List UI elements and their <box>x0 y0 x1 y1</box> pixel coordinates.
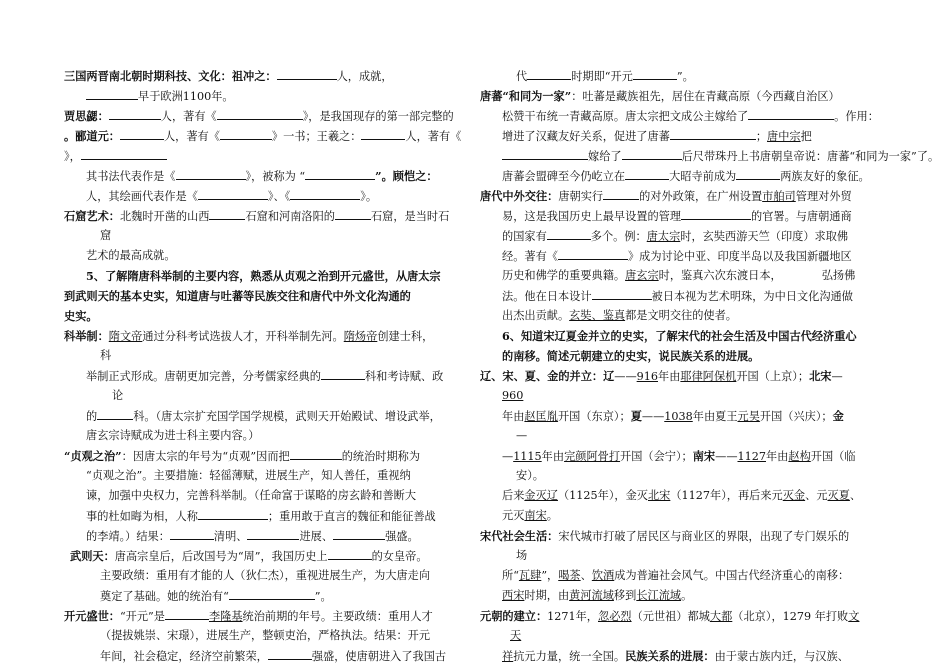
text-run: 到武则天的基本史实，知道唐与吐蕃等民族交往和唐代中外文化沟通的 <box>64 289 411 303</box>
section-heading-5 <box>64 266 466 286</box>
text-run: 松赞干布统一青藏高原。唐太宗把文成公主嫁给了 <box>502 110 749 123</box>
text-run: — <box>502 450 514 463</box>
text-run: —— <box>614 370 637 383</box>
text-run: 由于蒙古族内迁，与汉族、 <box>714 650 849 663</box>
text-line <box>480 166 886 186</box>
fill-blank[interactable] <box>170 526 214 540</box>
text-run: 5、了解隋唐科举制的主要内容，熟悉从贞观之治到开元盛世，从唐太宗 <box>86 269 441 283</box>
underlined-term: 瓦肆 <box>518 569 542 582</box>
underlined-term: 元昊 <box>737 410 760 423</box>
term-jia-sixie: 贾思勰： <box>64 109 109 123</box>
underlined-term: 赵匡胤 <box>524 410 558 423</box>
text-run: 北魏时开凿的山西 <box>119 210 210 223</box>
fill-blank[interactable] <box>97 406 133 420</box>
text-run: 开国（会宁）； <box>620 450 693 463</box>
underlined-term: 南宋 <box>524 509 547 522</box>
text-line <box>64 366 466 386</box>
text-run: ：因唐太宗的年号为“贞观”因而把 <box>121 450 290 463</box>
text-line <box>480 126 886 146</box>
underlined-term: 1127 <box>737 450 766 463</box>
text-line <box>480 486 886 506</box>
underlined-term: 耶律阿保机 <box>680 370 737 383</box>
fill-blank[interactable] <box>217 106 303 120</box>
text-line <box>480 186 886 206</box>
text-line <box>64 186 466 206</box>
text-run: 法。他在日本设计 <box>502 290 592 303</box>
text-run: 年由夏王 <box>692 410 738 423</box>
text-run: 石窟，是当时石 <box>370 210 450 223</box>
term-wu-zetian: 武则天： <box>70 549 115 563</box>
text-run: （1125年），金灭 <box>557 489 648 502</box>
text-line <box>480 226 886 246</box>
text-run: 年由 <box>541 450 565 463</box>
text-line <box>64 446 466 466</box>
fill-blank[interactable] <box>592 286 652 300</box>
text-run: 年间，社会稳定，经济空前繁荣， <box>100 650 268 663</box>
text-line <box>64 406 466 426</box>
text-line <box>480 566 886 586</box>
text-run: 进展、 <box>299 530 334 543</box>
text-line <box>480 266 886 286</box>
underlined-term: 黄河流域 <box>569 589 614 602</box>
text-run: 弘扬佛 <box>821 269 856 282</box>
underlined-term: 天 <box>510 629 522 642</box>
text-run: 史实。 <box>64 309 98 323</box>
text-run: — <box>516 429 528 442</box>
text-run: 》，被称为 “ <box>245 170 306 183</box>
text-run: 的统治时期称为 <box>341 450 421 463</box>
text-line <box>64 606 466 626</box>
fill-blank[interactable] <box>361 126 405 140</box>
text-run: —— <box>641 410 665 423</box>
text-run: 元灭 <box>502 509 525 522</box>
text-run: 。 <box>546 509 558 522</box>
underlined-term: 隋文帝 <box>108 330 143 343</box>
text-run: 》，是我国现存的第一部完整的 <box>302 110 454 123</box>
term-yuan-founding: 元朝的建立： <box>480 609 548 623</box>
underlined-term: 灭金 <box>782 489 806 502</box>
text-line <box>480 146 940 166</box>
text-run: 谏，加强中央权力，完善科举制。（任命富于谋略的房玄龄和善断大 <box>86 489 417 502</box>
fill-blank[interactable] <box>290 186 360 200</box>
underlined-term: 忽必烈 <box>598 610 632 623</box>
section-heading-5-cont <box>64 286 466 306</box>
text-run: 主要政绩：重用有才能的人（狄仁杰），重视进展生产，为大唐走向 <box>100 569 431 582</box>
section-heading-6 <box>480 326 886 346</box>
text-run: 年由 <box>502 410 525 423</box>
text-run: 科。（唐太宗扩充国学国学规模，武则天开始殿试、增设武举， <box>133 410 441 423</box>
fill-blank[interactable] <box>198 506 268 520</box>
text-line <box>64 146 466 166</box>
text-line <box>480 646 886 666</box>
fill-blank[interactable] <box>736 166 780 180</box>
text-line <box>64 526 466 546</box>
term-keju: 科举制： <box>64 329 109 343</box>
text-run: ”， <box>541 569 559 582</box>
fill-blank[interactable] <box>120 126 164 140</box>
fill-blank[interactable] <box>321 366 365 380</box>
text-run: （1127年），再后来元 <box>670 489 783 502</box>
underlined-term: 李隆基 <box>208 610 243 623</box>
text-line <box>64 126 466 146</box>
text-run: 清明、 <box>213 530 248 543</box>
text-run: 事的杜如晦为相，人称 <box>86 510 198 523</box>
fill-blank[interactable] <box>622 146 682 160</box>
text-line <box>480 206 886 226</box>
fill-blank[interactable] <box>209 206 245 220</box>
text-run: —— <box>715 450 738 463</box>
text-line <box>64 386 466 406</box>
term-xia: 夏 <box>630 409 642 423</box>
underlined-term: 唐玄宗 <box>625 269 659 282</box>
text-run: 嫁给了 <box>588 150 622 163</box>
text-run: ；重用敢于直言的魏征和能征善战 <box>267 510 436 523</box>
text-run: 人，著有《 <box>160 110 217 123</box>
fill-blank[interactable] <box>277 66 337 80</box>
text-run: 的李靖。）结果： <box>86 530 170 543</box>
text-run: 人，著有《 <box>163 130 220 143</box>
text-line <box>480 426 886 446</box>
underlined-term: 大都 <box>709 610 733 623</box>
text-run: 、 <box>849 489 862 502</box>
text-run: 论 <box>112 389 124 402</box>
text-run: “贞观之治”。主要措施：轻徭薄赋，进展生产，知人善任，重视纳 <box>86 469 411 482</box>
text-run: ”。 <box>676 70 694 83</box>
text-line <box>480 106 886 126</box>
fill-blank[interactable] <box>527 66 571 80</box>
text-run: 年由 <box>658 370 681 383</box>
underlined-term: 长江流域 <box>636 589 682 602</box>
text-line <box>64 546 466 566</box>
text-run: 安）。 <box>516 469 544 482</box>
term-kaiyuan: 开元盛世： <box>64 609 120 623</box>
underlined-term: 玄奘、鉴真 <box>569 309 626 322</box>
fill-blank[interactable] <box>558 246 628 260</box>
text-run: 后尺带珠丹上书唐朝皇帝说：唐蕃“和同为一家”了。 <box>681 150 940 163</box>
text-run: 举制正式形成。唐朝更加完善，分考儒家经典的 <box>86 370 321 383</box>
term-four-states: 辽、宋、夏、金的并立：辽 <box>480 369 615 383</box>
term-foreign-exchange: 唐代中外交往： <box>480 189 559 203</box>
underlined-term: 1115 <box>513 450 542 463</box>
text-run: 管理对外贸 <box>795 190 852 203</box>
fill-blank[interactable] <box>229 586 315 600</box>
text-run: 统治前期的年号。主要政绩：重用人才 <box>242 610 433 623</box>
text-line <box>480 366 886 386</box>
text-line <box>64 486 466 506</box>
text-run: 两族友好的象征。 <box>780 170 870 183</box>
text-line <box>64 626 466 646</box>
text-line <box>64 206 466 226</box>
text-run: 开国（上京）； <box>736 370 810 383</box>
text-run: ”。 <box>314 590 332 603</box>
text-run: 创建士科， <box>377 330 434 343</box>
text-run: 大昭寺前成为 <box>669 170 737 183</box>
text-line <box>64 646 466 666</box>
text-line <box>64 586 466 606</box>
text-line <box>64 166 466 186</box>
text-run: ：吐蕃是藏族祖先，居住在青藏高原（今西藏自治区） <box>571 90 840 103</box>
text-run: 1271年， <box>547 610 598 623</box>
text-line <box>64 106 466 126</box>
fill-blank[interactable] <box>502 146 588 160</box>
term-jin: 金 <box>832 409 844 423</box>
fill-blank[interactable] <box>681 206 751 220</box>
fill-blank[interactable] <box>333 526 385 540</box>
text-line <box>64 426 466 446</box>
term-li-daoyuan: 。郦道元： <box>64 129 120 143</box>
underlined-term: 饮酒 <box>591 569 615 582</box>
text-run: 的 <box>86 410 98 423</box>
text-run: 科 <box>100 349 112 362</box>
text-run: 6、知道宋辽夏金并立的史实，了解宋代的社会生活及中国古代经济重心 <box>502 329 857 343</box>
underlined-term: 960 <box>502 389 524 402</box>
text-line <box>480 626 886 646</box>
underlined-term: 唐太宗 <box>646 230 681 243</box>
text-line <box>480 466 886 486</box>
left-column <box>64 66 466 666</box>
text-run: 场 <box>516 549 528 562</box>
text-run: 的对外政策，在广州设置 <box>639 190 763 203</box>
text-run: 早于欧洲1100年。 <box>138 90 234 103</box>
underlined-term: 金灭辽 <box>524 489 558 502</box>
text-line <box>64 566 466 586</box>
text-run: 唐高宗皇后，后改国号为“周”，我国历史上 <box>114 550 328 563</box>
fill-blank[interactable] <box>748 106 834 120</box>
underlined-term: 文 <box>848 610 860 623</box>
text-run: “开元”是 <box>119 610 165 623</box>
text-run: 历史和佛学的重要典籍。 <box>502 269 626 282</box>
text-line <box>480 546 886 566</box>
text-run: 的南移。简述元朝建立的史实，说民族关系的进展。 <box>502 349 760 363</box>
text-run: 移到 <box>613 589 637 602</box>
fill-blank[interactable] <box>305 166 375 180</box>
text-line <box>64 246 466 266</box>
text-run: 都是文明交往的使者。 <box>625 309 737 322</box>
fill-blank[interactable] <box>247 526 299 540</box>
fill-blank[interactable] <box>198 186 268 200</box>
fill-blank[interactable] <box>547 226 591 240</box>
text-line <box>480 606 886 626</box>
underlined-term: 唐中宗 <box>767 130 801 143</box>
underlined-term: 祥 <box>502 650 514 663</box>
text-run: 科和考诗赋、政 <box>364 370 444 383</box>
underlined-term: 灭夏 <box>827 489 850 502</box>
text-run: 经。著有《 <box>502 250 558 263</box>
text-run: （提拔姚崇、宋璟），进展生产，整顿吏治，严格执法。结果：开元 <box>100 629 431 642</box>
text-run: 通过分科考试选拔人才，开科举制先河。 <box>142 330 344 343</box>
underlined-term: 1038 <box>664 410 693 423</box>
text-run: 多个。例： <box>590 230 647 243</box>
text-run: 》成为讨论中亚、印度半岛以及我国新疆地区 <box>627 250 852 263</box>
text-line <box>480 386 886 406</box>
text-run: 开国（东京）； <box>557 410 631 423</box>
text-line <box>64 346 466 366</box>
text-line <box>480 406 886 426</box>
text-run: 》一书；王羲之： <box>271 130 362 143</box>
text-run: 唐玄宗诗赋成为进士科主要内容。） <box>86 429 260 442</box>
text-run: — <box>831 370 843 383</box>
text-line <box>480 286 886 306</box>
text-run: 》、《 <box>267 190 291 203</box>
text-run: 窟 <box>100 229 112 242</box>
section-heading-5-cont <box>64 306 466 326</box>
section-heading-6-cont <box>480 346 886 366</box>
fill-blank[interactable] <box>603 186 639 200</box>
text-run: 的女皇帝。 <box>371 550 428 563</box>
text-run: 年由 <box>765 450 789 463</box>
underlined-term: 赵构 <box>788 450 811 463</box>
text-run: 石窟和河南洛阳的 <box>245 210 335 223</box>
text-run: ； <box>755 130 768 143</box>
text-run: 把 <box>800 130 812 143</box>
fill-blank[interactable] <box>625 166 669 180</box>
fill-blank[interactable] <box>328 546 372 560</box>
fill-blank[interactable] <box>86 86 138 100</box>
term-song-society: 宋代社会生活： <box>480 529 559 543</box>
fill-blank[interactable] <box>109 106 161 120</box>
text-line <box>480 506 886 526</box>
text-line <box>480 86 886 106</box>
term-zhenguan: “贞观之治” <box>64 449 122 463</box>
underlined-term: 市舶司 <box>762 190 796 203</box>
text-run: 强盛，使唐朝进入了我国古 <box>311 650 447 663</box>
text-line <box>64 66 466 86</box>
text-run: 奠定了基础。她的统治有“ <box>100 590 229 603</box>
text-run: 抗元力量，统一全国。 <box>513 650 626 663</box>
text-run: 的官署。与唐朝通商 <box>751 210 852 223</box>
underlined-term: 西宋 <box>502 589 525 602</box>
text-run: 开国（临 <box>810 450 856 463</box>
text-run: 的国家有 <box>502 230 547 243</box>
text-run: 艺术的最高成就。 <box>86 249 176 262</box>
text-run: 人，其绘画代表作是《 <box>86 190 198 203</box>
fill-blank[interactable] <box>335 206 371 220</box>
term-grotto-art: 石窟艺术： <box>64 209 120 223</box>
term-tang-tubo: 唐蕃“和同为一家” <box>480 89 572 103</box>
text-run: 。作用： <box>834 110 879 123</box>
text-run: 唐蕃会盟碑至今仍屹立在 <box>502 170 626 183</box>
fill-blank[interactable] <box>220 126 272 140</box>
text-run: 出杰出贡献。 <box>502 309 570 322</box>
text-line <box>64 86 466 106</box>
term-northern-song: 北宋 <box>809 369 832 383</box>
heading-sci-culture: 三国两晋南北朝时期科技、文化：祖冲之： <box>64 69 277 83</box>
text-line <box>480 306 886 326</box>
term-ethnic-relations: 民族关系的进展： <box>625 649 715 663</box>
text-run: （北京），1279 年打败 <box>732 610 849 623</box>
text-run: 成为普遍社会风气。中国古代经济重心的南移： <box>614 569 850 582</box>
text-line <box>480 526 886 546</box>
text-run: 时，鉴真六次东渡日本， <box>658 269 782 282</box>
text-run: 》。 <box>360 190 378 203</box>
underlined-term: 隋炀帝 <box>343 330 378 343</box>
text-run: 强盛。 <box>385 530 419 543</box>
text-run: 易，这是我国历史上最早设置的管理 <box>502 210 682 223</box>
right-column <box>480 66 940 666</box>
text-run: 唐朝实行 <box>558 190 604 203</box>
underlined-term: 喝茶 <box>558 569 581 582</box>
text-run: （元世祖）都城 <box>631 610 710 623</box>
fill-blank[interactable] <box>670 126 756 140</box>
text-line <box>64 506 466 526</box>
text-run: 时期即“开元 <box>571 70 633 83</box>
underlined-term: 完颜阿骨打 <box>564 450 621 463</box>
text-run: 代 <box>516 70 528 83</box>
text-run: 宋代城市打破了居民区与商业区的界限，出现了专门娱乐的 <box>558 530 850 543</box>
text-run: 》， <box>64 150 81 163</box>
text-run: 增进了汉藏友好关系，促进了唐蕃 <box>502 130 670 143</box>
text-run: 时期，由 <box>524 589 570 602</box>
fill-blank[interactable] <box>290 446 342 460</box>
fill-blank[interactable] <box>268 646 312 660</box>
text-line <box>64 466 466 486</box>
fill-blank[interactable] <box>81 146 167 160</box>
underlined-term: 916 <box>636 370 658 383</box>
text-line <box>480 246 886 266</box>
text-line <box>480 66 886 86</box>
text-line <box>64 226 466 246</box>
fill-blank[interactable] <box>165 606 209 620</box>
text-run: 其书法代表作是《 <box>86 170 176 183</box>
text-line <box>480 446 886 466</box>
text-run: 被日本视为艺术明珠，为中日文化沟通做 <box>651 290 853 303</box>
fill-blank[interactable] <box>176 166 246 180</box>
text-line <box>64 326 466 346</box>
text-run: 所“ <box>502 569 519 582</box>
text-line <box>480 586 886 606</box>
underlined-term: 北宋 <box>647 489 671 502</box>
text-run: 、元 <box>805 489 828 502</box>
text-run: 时，玄奘西游天竺（印度）求取佛 <box>680 230 849 243</box>
text-run: 、 <box>580 569 592 582</box>
term-gu-kaizhi: ”。顾恺之： <box>375 169 438 183</box>
fill-blank[interactable] <box>633 66 677 80</box>
text-run: 人，著有《 <box>405 130 462 143</box>
text-run: 。 <box>681 589 693 602</box>
text-run: 人，成就， <box>336 70 393 83</box>
text-run: 开国（兴庆）； <box>759 410 833 423</box>
text-run: 后来 <box>502 489 525 502</box>
term-southern-song: 南宋 <box>692 449 716 463</box>
